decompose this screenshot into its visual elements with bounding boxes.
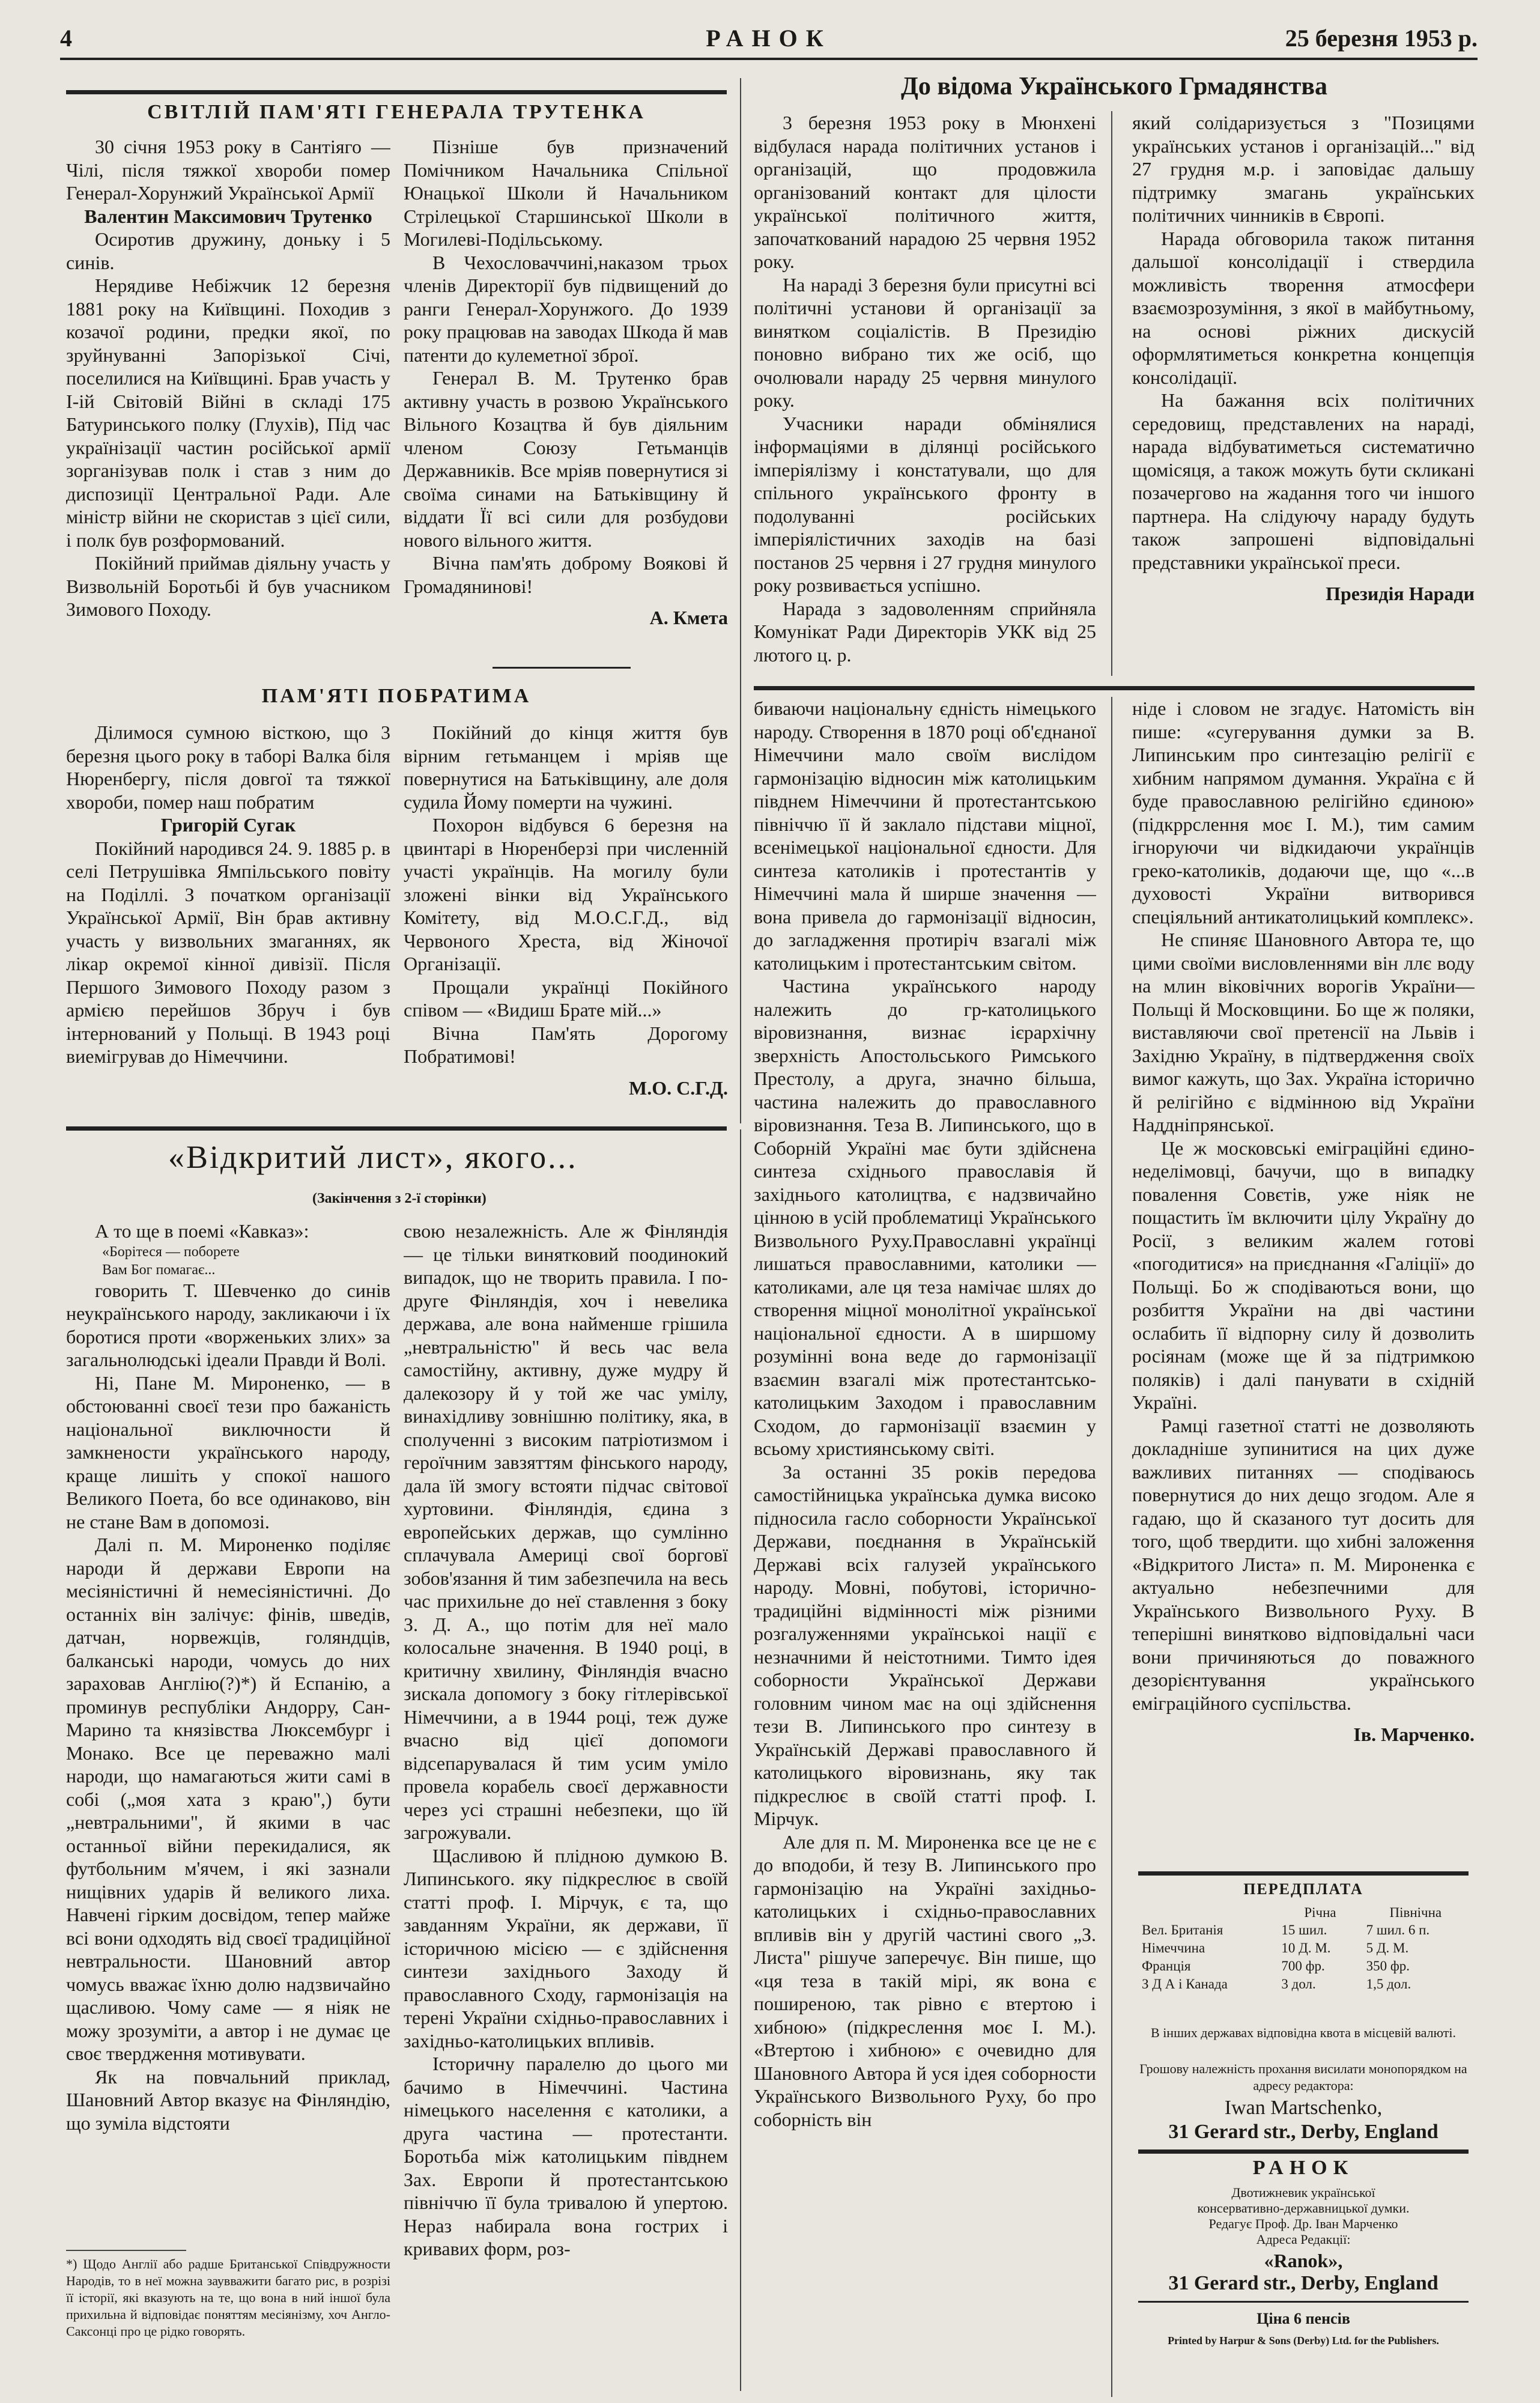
price-rule — [1138, 2301, 1469, 2303]
table-row — [1138, 1921, 1469, 1939]
subscription-rule — [1138, 1871, 1469, 1876]
paragraph: Нарада обговорила також питання дальшої консолідації і ствердила можливість творення атмосфери взаємозрозуміння, з якої в майбутньому, на основі ріжних дискусій оформлятиметься конкретна концепція консолідації. — [1132, 227, 1475, 388]
deceased-name: Григорій Сугак — [160, 814, 296, 836]
column-divider — [1111, 697, 1112, 2397]
signature: А. Кмета — [649, 607, 728, 628]
paragraph: биваючи національну єдність німецького народу. Створення в 1870 році об'єднаної Німеччини мало своїм вислідом гармонізацію відносин між католицьким півднем Німеччини й протестантською північчю її й заклало підстави міцної, всенімецької національної єдности. Для синтеза католиків і протестантів у Німеччині мала й ширше значення — вона привела до гармонізації відносин, до загладження протиріч взагалі між католицьким і протестантським світом. — [754, 697, 1096, 974]
masthead-address: 31 Gerard str., Derby, England — [1168, 2272, 1438, 2294]
letter-column-1 — [66, 1220, 390, 2241]
header-halfyear: Північна — [1389, 1905, 1442, 1920]
paragraph: Осиротив дружину, доньку і 5 синів. — [66, 228, 390, 273]
pobratym-column-2 — [404, 721, 728, 1117]
annual-price: 15 шил. — [1281, 1922, 1327, 1937]
masthead-paper: «Ranok», — [1264, 2250, 1343, 2271]
paragraph: Похорон відбувся 6 березня на цвинтарі в Нюренберзі при численній участі українців. На могилу були зложені вінки від Українського Комітету, від М.О.С.Г.Д., від Червоного Хреста, від Жіночої Організації. — [404, 814, 728, 974]
footnote: *) Щодо Англії або радше Британської Співдружности Народів, то в неї можна заувважити багато рис, в розрізі її історії, які вказують на те, що вона в ний іншої була прихильна й відповідає поняттям месіянізму, хоч Англо-Саксонці про це рідко говорять. — [66, 2256, 390, 2339]
annual-price: 3 дол. — [1281, 1976, 1316, 1991]
country: Німеччина — [1142, 1940, 1205, 1955]
editor-address: 31 Gerard str., Derby, England — [1168, 2121, 1438, 2143]
letter-column-3 — [754, 697, 1096, 2397]
paragraph: Ні, Пане М. Мироненко, — в обстоюванні своєї тези про бажаність національної виключности й замкнености українського народу, краще лишіть у спокої нашого Великого Поета, бо все одинаково, він не стане Вам в допомозі. — [66, 1372, 390, 1533]
paragraph: Щасливою й плідною думкою В. Липинського. яку підкреслює в своїй статті проф. І. Мірчук, є та, що завданням України, як держави, її історичною місією — є здійснення синтези західнього Заходу й православного Сходу, гармонізація на терені України східньо-православних і західньо-католицьких впливів. — [404, 1844, 728, 2052]
paragraph: 30 січня 1953 року в Сантіяго — Чілі, після тяжкої хвороби помер Генерал-Хорунжий Української Армії — [66, 136, 390, 204]
halfyear-price: 7 шил. 6 п. — [1366, 1922, 1430, 1937]
subscription-note: В інших державах відповідна квота в місцевій валюті. — [1151, 2025, 1456, 2040]
paragraph: На бажання всіх політичних середовищ, представлених на нараді, нарада відбуватиметься систематично щомісяця, а також можуть бути скликані позачергово на жадання того чи іншого партнера. На слідуючу нараду будуть також запрошені відповідальні представники української преси. — [1132, 389, 1475, 573]
halfyear-price: 1,5 дол. — [1366, 1976, 1411, 1991]
paragraph: який солідаризується з "Позицями українських установ і організацій..." від 27 грудня м.р. і заповідає дальшу підтримку змагань українських політичних чинників в Європі. — [1132, 112, 1475, 226]
paragraph: В Чехословаччині,наказом трьох членів Директорії був підвищений до ранги Генерал-Хорунжого. До 1939 року працював на заводах Шкода й мав патенти до кулеметної зброї. — [404, 251, 728, 366]
money-note: Грошову належність прохання висилати монопорядком на адресу редактора: — [1139, 2061, 1467, 2093]
paragraph: Як на повчальний приклад, Шановний Автор вказує на Фінляндію, що зуміла відстояти — [66, 2065, 390, 2134]
paragraph: Покійний народився 24. 9. 1885 р. в селі Петрушівка Ямпільського повіту на Поділлі. З початком організації Української Армії, Він брав активну участь у визвольних змаганнях, як лікар окремої кінної дивізії. Після Першого Зимового Походу разом з армією перейшов Збруч і був інтернований у Польщі. В 1943 році виемігрував до Німеччини. — [66, 837, 390, 1067]
paragraph: Далі п. М. Мироненко поділяє народи й держави Европи на месіяністичні й немесіяністичні. До останніх він залічує: фінів, шведів, датчан, норвежців, голяндців, балканські народи, чомусь до них зараховав Англію(?)*) й Еспанію, а проминув республіки Андорру, Сан-Марино та князівства Люксембург і Монако. Все це переважно малі народи, що намагаються жити самі в собі („моя хата з краю",) бути „невтральними", й якими в час останньої війни перекидалися, як футбольним м'ячем, і які зазнали нищівних ударів й великого лиха. Навчені гірким досвідом, тепер майже всі вони одходять від своєї традиційної невтральности. Шановний автор чомусь вважає їхню долю надзвичайно щасливою. Чому саме — я ніяк не можу зрозуміти, а автор і не думає це своє твердження мотивувати. — [66, 1534, 390, 2064]
paragraph: говорить Т. Шевченко до синів неукраїнського народу, закликаючи і їх боротися проти «ворженьких злих» за загальнолюдські ідеали Правди й Волі. — [66, 1279, 390, 1370]
paragraph: Нерядиве Небіжчик 12 березня 1881 року на Київщині. Походив з козачої родини, предки якої, по зруйнуванні Запорізької Січі, поселилися на Київщині. Брав участь у І-ій Світовій Війні в складі 175 Батуринського полку (Глухів), Під час українізації частин російської армії зорганізував полк і став з ним до диспозиції Центральної Ради. Але міністр війни не скористав з цієї сили, і полк був розформований. — [66, 275, 390, 551]
paragraph: ніде і словом не згадує. Натомість він пише: «сугерування думки за В. Липинським про синтезацію релігії є хибним напрямом думання. Україна є й буде православною релігійно єдиною» (підкррслення моє І. М.), тим самим ігноруючи чи відкидаючи українців греко-католиків, додаючи ще, що «...в духовості України витворився спеціяльний антикатолицький комплекс». — [1132, 697, 1475, 928]
letter-column-2 — [404, 1220, 728, 2397]
signature: Президія Наради — [1326, 583, 1475, 604]
quote-line: Вам Бог помагає... — [102, 1262, 216, 1278]
printer-note: Printed by Harpur & Sons (Derby) Ltd. for the Publishers. — [1168, 2335, 1439, 2347]
paragraph: Не спиняє Шановного Автора те, що цими своїми висловленнями він ллє воду на млин віковічних ворогів України—Польщі й Московщини. Бо ще ж поляки, виставляючи свої претенсії на Львів і Західню Україну, в підтвердження своїх вимог кажуть, що Зах. Україна історично й релігійно є відмінною від України Наддніпрянської. — [1132, 929, 1475, 1135]
letter-title: «Відкритий лист», якого... — [168, 1139, 578, 1175]
masthead-line: консервативно-державницької думки. — [1197, 2201, 1410, 2216]
paragraph: Пізніше був призначений Помічником Начальника Спільної Юнацької Школи й Начальником Стрілецької Старшинської Школи в Могилеві-Подільському. — [404, 136, 728, 250]
hromadianstvo-column-2 — [1132, 111, 1475, 676]
signature: М.О. С.Г.Д. — [629, 1077, 728, 1099]
paragraph: Нарада з задоволенням сприйняла Комунікат Ради Директорів УКК від 25 лютого ц. р. — [754, 597, 1096, 666]
paragraph: Вічна пам'ять доброму Воякові й Громадянинові! — [404, 552, 728, 597]
separator — [493, 667, 631, 669]
annual-price: 700 фр. — [1281, 1958, 1325, 1973]
country: З Д А і Канада — [1142, 1976, 1228, 1991]
paragraph: свою незалежність. Але ж Фінляндія — це тільки винятковий поодинокий випадок, що не творить правила. І по-друге Фінляндія, хоч і невелика держава, але вона найменше грішила „невтральністю" й весь час вела самостійну, активну, дуже мудру й далекозору й у той же час умілу, винахідливу зовнішню політику, яка, в сполученні з високим патріотизмом і героїчним завзяттям фінського народу, дала їй змогу встояти підчас світової хуртовини. Фінляндія, єдина з европейських держав, що сумлінно сплачувала Америці свої борговї зобов'язання й тим забезпечила на весь час прихильне до неї ставлення з боку З. Д. А., що потім для неї мало колосальне значення. В 1940 році, в критичну хвилину, Фінляндія вчасно зискала допомогу з боку гітлерівської Німеччини, а в 1944 році, теж дуже вчасно від цієї допомоги відсепарувалася й тим усим уміло провела корабель своєї державности через усі страшні небезпеки, що їй загрожували. — [404, 1220, 728, 1843]
header-annual: Річна — [1304, 1905, 1336, 1920]
paragraph: Вічна Пам'ять Дорогому Побратимові! — [404, 1022, 728, 1067]
trutenko-column-1 — [66, 135, 390, 658]
table-row — [1138, 1939, 1469, 1957]
table-header-row — [1138, 1904, 1469, 1921]
masthead-title: РАНОК — [1252, 2157, 1354, 2179]
paragraph: 3 березня 1953 року в Мюнхені відбулася нарада політичних установ і організацій, що продовжила організований контакт для цілости української політичного життя, започаткований нарадою 25 червня 1952 року. — [754, 112, 1096, 272]
table-row — [1138, 1975, 1469, 1993]
footnote-rule — [66, 2250, 186, 2251]
quote-line: «Борітеся — поборете — [102, 1244, 240, 1260]
trutenko-title: СВІТЛІЙ ПАМ'ЯТІ ГЕНЕРАЛА ТРУТЕНКА — [147, 101, 646, 123]
paragraph: Покійний приймав діяльну участь у Визвольній Боротьбі й був учасником Зимового Походу. — [66, 552, 390, 620]
masthead-rule — [1138, 2149, 1469, 2154]
letter-subtitle: (Закінчення з 2-ї сторінки) — [312, 1191, 487, 1206]
paragraph: Генерал В. М. Трутенко брав активну участь в розвою Українського Вільного Козацтва й був діяльним членом Союзу Гетьманців Державників. Все мріяв повернутися зі своїма синами на Батьківщину й віддати Її всі сили для розбудови нового вільного життя. — [404, 367, 728, 551]
paragraph: Прощали українці Покійного співом — «Видиш Брате мій...» — [404, 976, 728, 1021]
masthead-line: Адреса Редакції: — [1256, 2232, 1351, 2247]
signature: Ів. Марченко. — [1353, 1724, 1475, 1745]
hromadianstvo-title: До відома Українського Грмадянства — [900, 73, 1328, 100]
section-rule — [754, 686, 1475, 690]
country: Вел. Британія — [1142, 1922, 1223, 1937]
letter-top-rule — [66, 1126, 727, 1131]
paragraph: Але для п. М. Мироненка все це не є до вподоби, й тезу В. Липинського про гармонізацію на Україні західньо-католицьких і східньо-православних впливів він у другій частині свого „З. Листа" рішуче заперечує. Він пише, що «ця теза в такій мірі, як вона є поширеною, так рівно є втертою і хибною» (підкреслення моє І. М.). «Втертою і хибною» є очевидно для Шановного Автора й уся ідея соборности Українського Визвольного Руху, бо про соборність він — [754, 1830, 1096, 2130]
page-number: 4 — [60, 25, 72, 52]
subscription-table — [1138, 1904, 1469, 1993]
country: Франція — [1142, 1958, 1191, 1973]
newspaper-name: РАНОК — [706, 25, 832, 52]
hromadianstvo-column-1 — [754, 111, 1096, 676]
paragraph: На нараді 3 березня були присутні всі політичні установи й організації за винятком соціалістів. В Президію поновно вибрано тих же осіб, що очолювали нараду 25 червня минулого року. — [754, 273, 1096, 411]
letter-column-4 — [1132, 697, 1475, 1844]
editor-name: Iwan Martschenko, — [1224, 2097, 1383, 2119]
paragraph: Історичну паралелю до цього ми бачимо в Німеччині. Частина німецького населення є католики, а друга частина — протестанти. Боротьба між католицьким півднем Зах. Европи й протестантською північчю її була тривалою й упертою. Нераз набирала вона гострих і кривавих форм, роз- — [404, 2053, 728, 2259]
table-row — [1138, 1957, 1469, 1975]
masthead-line: Двотижневик української — [1231, 2185, 1375, 2200]
column-divider — [740, 78, 741, 1123]
header-rule — [60, 58, 1478, 60]
issue-date: 25 березня 1953 р. — [1285, 25, 1478, 52]
trutenko-column-2 — [404, 135, 728, 658]
masthead-line: Редагує Проф. Др. Іван Марченко — [1208, 2216, 1398, 2231]
column-divider — [740, 1129, 741, 2391]
paragraph: Частина українського народу належить до гр-католицького віровизнання, визнає ієрархічну зверхність Апостольського Римського Престолу, а друга, значно більша, частина належить до православного віровизнання. Теза В. Липинського, що в Соборній Україні має бути здійснена синтеза східнього православія й західнього католицтва, є надзвичайно цінною в усій проблематиці Українського Визвольного Руху.Православні українці лишаться православними, католики — католиками, але ця теза намічає шлях до створення міцної монолітної української національної єдности. А в ширшому розумінні вона веде до гармонізації взаємин взагалі між протестантсько-католицьким Заходом і православним Сходом, до гармонізації взаємин у всьому християнському світі. — [754, 975, 1096, 1459]
pobratym-title: ПАМ'ЯТІ ПОБРАТИМА — [261, 685, 532, 707]
paragraph: Це ж московські еміграційні єдино-неделімовці, бачучи, що в випадку повалення Совєтів, уже ніяк не пощастить їм включити цілу Україну до Росії, з великим жалем готові «погодитися» на приєднання «Галіції» до Польщі. Бо ж сподіваються вони, що розбиття України на дві частини ослабить її відпорну силу й дозволить росіянам (може ще й за підтримкою поляків) і далі панувати в східній Україні. — [1132, 1137, 1475, 1413]
price: Ціна 6 пенсів — [1257, 2310, 1350, 2327]
pobratym-column-1 — [66, 721, 390, 1117]
column-divider — [1111, 111, 1112, 676]
paragraph: За останні 35 років передова самостійницька українська думка високо підносила гасло соборности Української Держави, поєднання в Українській Державі всіх галузей українського народу. Мовні, побутові, історично-традиційні відмінності між різними розгалуженнями українськоі нації є незначними й неістотними. Тимто ідея соборности Української Держави головним чином має на оці здійснення тези В. Липинського про синтезу в Українській Державі православного й католицького віровизнань, яку так підкреслює в своїй статті проф. І. Мірчук. — [754, 1460, 1096, 1829]
paragraph: Учасники наради обмінялися інформаціями в ділянці російського імперіялізму і констатували, що для спільного українського фронту в подолуванні російських імперіялістичних заходів на базі постанов 25 червня і 27 грудня минулого року розвивається успішно. — [754, 412, 1096, 596]
halfyear-price: 5 Д. М. — [1366, 1940, 1409, 1955]
paragraph: Рамці газетної статті не дозволяють докладніше зупинитися на цих дуже важливих питаннях — сподіваюсь повернутися до них дещо згодом. Але я гадаю, що й сказаного тут досить для того, щоб твердити. що хибні заложення «Відкритого Листа» п. М. Мироненка є актуально небезпечними для Українського Визвольного Руху. В теперішні винятково відповідальні часи вони причиняються до поважного дезорієнтування українського еміграційного суспільства. — [1132, 1414, 1475, 1714]
paragraph: Ділимося сумною вісткою, що 3 березня цього року в таборі Валка біля Нюренбергу, після довгої та тяжкої хвороби, помер наш побратим — [66, 722, 390, 813]
deceased-name: Валентин Максимович Трутенко — [84, 205, 372, 227]
article-top-rule — [66, 90, 727, 94]
paragraph: Покійний до кінця життя був вірним гетьманцем і мріяв ще повернутися на Батьківщину, але доля судила Йому померти на чужині. — [404, 722, 728, 813]
paragraph: А то ще в поемі «Кавказ»: — [95, 1220, 309, 1242]
annual-price: 10 Д. М. — [1281, 1940, 1331, 1955]
page-header — [60, 24, 1478, 61]
halfyear-price: 350 фр. — [1366, 1958, 1410, 1973]
subscription-title: ПЕРЕДПЛАТА — [1243, 1880, 1363, 1898]
